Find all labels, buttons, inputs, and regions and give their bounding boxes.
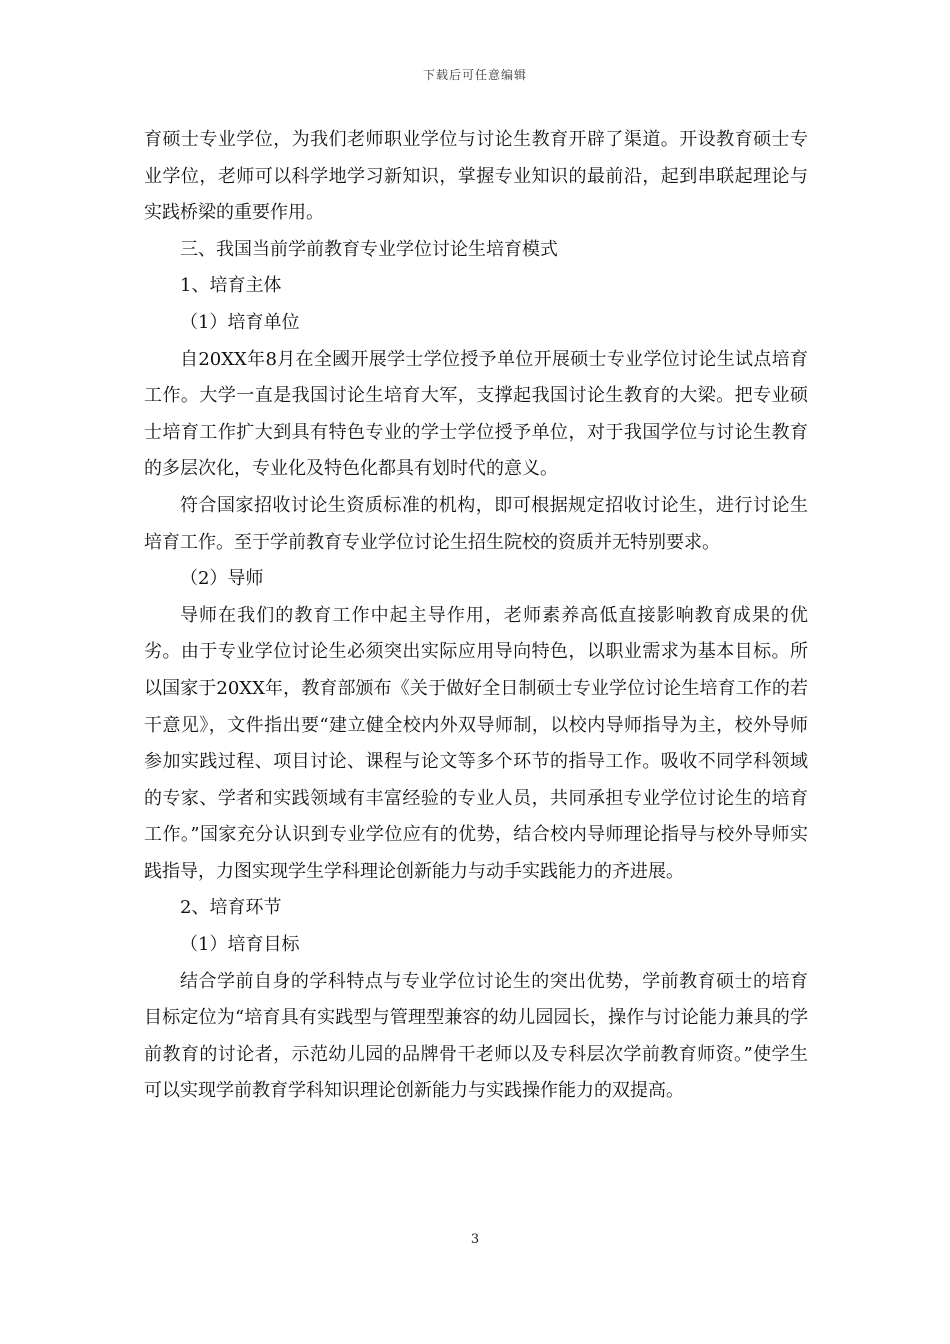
subsection-heading-2: 2、培育环节 xyxy=(180,897,282,919)
paragraph-supervisor: 导师在我们的教育工作中起主导作用，老师素养高低直接影响教育成果的优劣。由于专业学位讨论生必须突出实际应用导向特色，以职业需求为基本目标。所以国家于20XX年，教育部颁布《关于做好全日制硕士专业学位讨论生培育工作的若干意见》，文件指出要“建立健全校内外双导师制，以校内导师指导为主，校外导师参加实践过程、项目讨论、课程与论文等多个环节的指导工作。吸收不同学科领域的专家、学者和实践领域有丰富经验的专业人员，共同承担专业学位讨论生的培育工作。”国家充分认识到专业学位应有的优势，结合校内导师理论指导与校外导师实践指导，力图实现学生学科理论创新能力与动手实践能力的齐进展。 xyxy=(144,604,808,882)
subsection-heading-1: 1、培育主体 xyxy=(180,275,282,297)
section-heading-3: 三、我国当前学前教育专业学位讨论生培育模式 xyxy=(180,238,558,260)
item-heading-training-unit: （1）培育单位 xyxy=(180,311,300,333)
page-header: 下载后可任意编辑 xyxy=(422,68,527,82)
paragraph-continuation: 育硕士专业学位，为我们老师职业学位与讨论生教育开辟了渠道。开设教育硕士专业学位，老师可以科学地学习新知识，掌握专业知识的最前沿，起到串联起理论与实践桥梁的重要作用。 xyxy=(144,129,808,224)
paragraph-training-unit: 自20XX年8月在全國开展学士学位授予单位开展硕士专业学位讨论生试点培育工作。大学一直是我国讨论生培育大军，支撑起我国讨论生教育的大梁。把专业硕士培育工作扩大到具有特色专业的学士学位授予单位，对于我国学位与讨论生教育的多层次化，专业化及特色化都具有划时代的意义。 xyxy=(144,348,808,480)
paragraph-training-goal: 结合学前自身的学科特点与专业学位讨论生的突出优势，学前教育硕士的培育目标定位为“培育具有实践型与管理型兼容的幼儿园园长，操作与讨论能力兼具的学前教育的讨论者，示范幼儿园的品牌骨干老师以及专科层次学前教育师资。”使学生可以实现学前教育学科知识理论创新能力与实践操作能力的双提高。 xyxy=(144,970,808,1102)
item-heading-training-goal: （1）培育目标 xyxy=(180,934,300,956)
page-number: 3 xyxy=(470,1232,480,1247)
document-body xyxy=(144,122,808,1110)
paragraph-qualification: 符合国家招收讨论生资质标准的机构，即可根据规定招收讨论生，进行讨论生培育工作。至于学前教育专业学位讨论生招生院校的资质并无特别要求。 xyxy=(144,494,808,553)
item-heading-supervisor: （2）导师 xyxy=(180,568,264,590)
